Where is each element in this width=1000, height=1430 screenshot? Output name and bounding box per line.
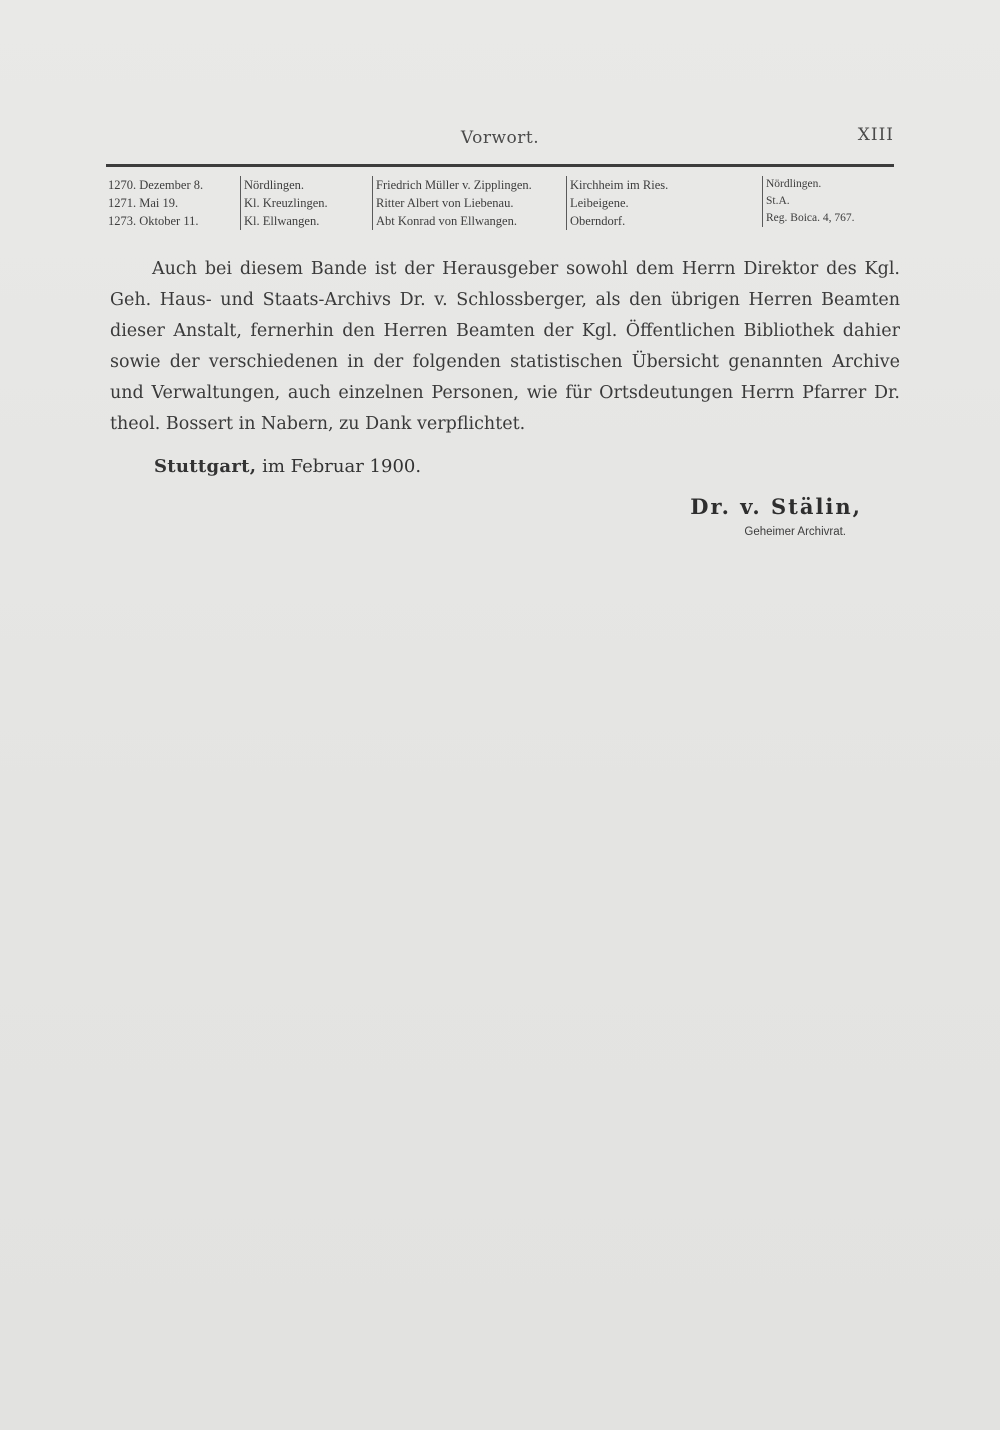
issuer-place-column <box>240 176 372 230</box>
source-column <box>762 176 906 227</box>
issuer-column <box>372 176 566 230</box>
table-cell: Ritter Albert von Liebenau. <box>376 196 514 210</box>
signature-title: Geheimer Archivrat. <box>744 526 846 538</box>
subject-column <box>566 176 760 230</box>
place-and-date <box>154 456 421 477</box>
table-cell: 1273. Oktober 11. <box>108 214 199 228</box>
running-head-title: Vorwort. <box>460 128 540 148</box>
header-rule <box>106 164 894 167</box>
table-cell: Kl. Ellwangen. <box>244 214 320 228</box>
table-cell: Leibeigene. <box>570 196 629 210</box>
table-cell: Reg. Boica. 4, 767. <box>766 212 855 224</box>
table-cell: Kirchheim im Ries. <box>570 178 669 192</box>
table-cell: Oberndorf. <box>570 214 626 228</box>
signature-name: Dr. v. Stälin, <box>690 494 862 519</box>
date-column <box>108 176 238 230</box>
table-cell: Nördlingen. <box>244 178 305 192</box>
paragraph-text: Auch bei diesem Bande ist der Herausgeber sowohl dem Herrn Direktor des Kgl. Geh. Haus- und Staats-Archivs Dr. v. Schlossberger, als den übrigen Herren Beamten dieser Anstalt, fernerhin den Herren Beamten der Kgl. Öffentlichen Bibliothek dahier sowie der verschiedenen in der folgenden statistischen Übersicht genannten Archive und Verwaltungen, auch einzelnen Personen, wie für Ortsdeutungen Herrn Pfarrer Dr. theol. Bossert in Nabern, zu Dank verpflichtet. <box>110 259 900 434</box>
table-cell: St.A. <box>766 195 790 207</box>
table-cell: 1270. Dezember 8. <box>108 178 204 192</box>
table-cell: Kl. Kreuzlingen. <box>244 196 328 210</box>
place: Stuttgart, <box>154 456 257 477</box>
date: im Februar 1900. <box>262 456 422 477</box>
acknowledgement-paragraph <box>110 254 900 440</box>
table-cell: Abt Konrad von Ellwangen. <box>376 214 517 228</box>
table-cell: 1271. Mai 19. <box>108 196 179 210</box>
table-cell: Nördlingen. <box>766 178 822 190</box>
table-cell: Friedrich Müller v. Zipplingen. <box>376 178 532 192</box>
register-table <box>108 176 898 236</box>
page-number: XIII <box>857 125 894 145</box>
